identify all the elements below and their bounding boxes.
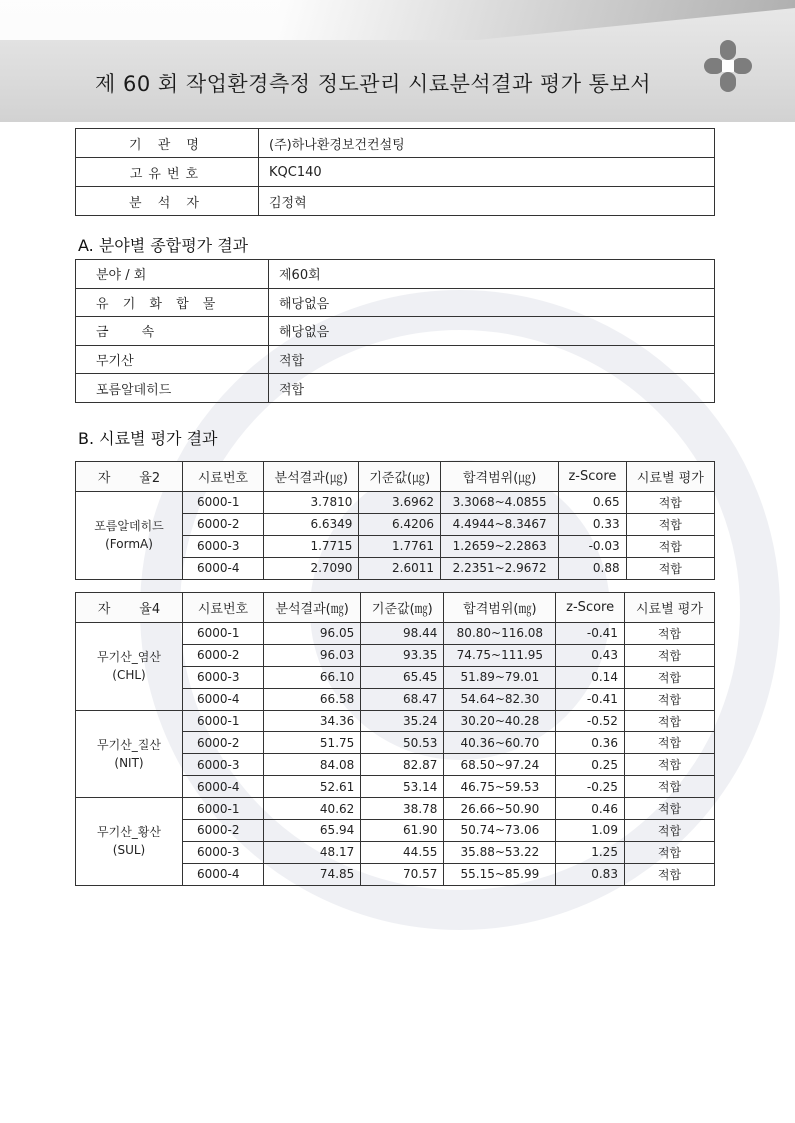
acceptance-range-cell: 46.75~59.53 — [444, 776, 556, 798]
reference-value-cell: 68.47 — [361, 688, 444, 710]
acceptance-range-cell: 40.36~60.70 — [444, 732, 556, 754]
sample-id-cell: 6000-4 — [183, 776, 264, 798]
sample-id-cell: 6000-2 — [183, 644, 264, 666]
z-score-cell: -0.41 — [556, 623, 625, 645]
reference-value-cell: 82.87 — [361, 754, 444, 776]
z-score-cell: 1.25 — [556, 841, 625, 863]
table-row — [76, 623, 715, 645]
summary-row — [76, 260, 715, 289]
acceptance-range-cell: 50.74~73.06 — [444, 820, 556, 842]
analysis-result-cell: 1.7715 — [264, 535, 359, 557]
summary-row — [76, 345, 715, 374]
z-score-cell: -0.41 — [556, 688, 625, 710]
sample-evaluation-cell: 적합 — [624, 863, 714, 885]
summary-label: 분야 / 회 — [76, 260, 269, 289]
reference-value-cell: 38.78 — [361, 798, 444, 820]
acceptance-range-cell: 2.2351~2.9672 — [441, 557, 559, 579]
column-header: 기준값(㎎) — [361, 593, 444, 623]
analysis-result-cell: 96.03 — [264, 644, 361, 666]
info-label: 고유번호 — [76, 158, 259, 187]
analyte-name: 포름알데히드 — [94, 519, 164, 534]
info-row — [76, 129, 715, 158]
z-score-cell: 0.88 — [559, 557, 626, 579]
reference-value-cell: 93.35 — [361, 644, 444, 666]
sample-id-cell: 6000-4 — [183, 688, 264, 710]
header-row — [76, 593, 715, 623]
sample-id-cell: 6000-1 — [183, 492, 264, 514]
column-header: 자 율2 — [76, 462, 183, 492]
analyte-name: 무기산_염산 — [97, 650, 161, 665]
reference-value-cell: 53.14 — [361, 776, 444, 798]
acceptance-range-cell: 4.4944~8.3467 — [441, 513, 559, 535]
analyte-group-cell — [76, 492, 183, 580]
agency-logo-icon — [700, 36, 756, 96]
acceptance-range-cell: 74.75~111.95 — [444, 644, 556, 666]
reference-value-cell: 61.90 — [361, 820, 444, 842]
z-score-cell: 0.83 — [556, 863, 625, 885]
analysis-result-cell: 65.94 — [264, 820, 361, 842]
sample-id-cell: 6000-2 — [183, 732, 264, 754]
reference-value-cell: 1.7761 — [359, 535, 441, 557]
column-header: z-Score — [559, 462, 626, 492]
sample-evaluation-cell: 적합 — [624, 688, 714, 710]
summary-row — [76, 288, 715, 317]
z-score-cell: 0.25 — [556, 754, 625, 776]
sample-evaluation-cell: 적합 — [626, 557, 714, 579]
table-row — [76, 798, 715, 820]
info-label: 분 석 자 — [76, 187, 259, 216]
sample-evaluation-cell: 적합 — [624, 776, 714, 798]
analyte-group-cell — [76, 798, 183, 886]
reference-value-cell: 6.4206 — [359, 513, 441, 535]
analyte-code: (FormA) — [105, 537, 153, 552]
table-row — [76, 710, 715, 732]
table-header — [76, 593, 715, 623]
info-value: KQC140 — [259, 158, 715, 187]
sample-evaluation-cell: 적합 — [624, 710, 714, 732]
column-header: 합격범위(㎍) — [441, 462, 559, 492]
summary-label: 유 기 화 합 물 — [76, 288, 269, 317]
reference-value-cell: 65.45 — [361, 666, 444, 688]
summary-value: 제60회 — [269, 260, 715, 289]
z-score-cell: 0.36 — [556, 732, 625, 754]
table-row — [76, 492, 715, 514]
analysis-result-cell: 66.10 — [264, 666, 361, 688]
acceptance-range-cell: 68.50~97.24 — [444, 754, 556, 776]
table-header — [76, 462, 715, 492]
sample-id-cell: 6000-1 — [183, 623, 264, 645]
column-header: 시료별 평가 — [626, 462, 714, 492]
summary-row — [76, 374, 715, 403]
sample-evaluation-cell: 적합 — [624, 732, 714, 754]
column-header: 합격범위(㎎) — [444, 593, 556, 623]
column-header: 시료번호 — [183, 593, 264, 623]
z-score-cell: -0.25 — [556, 776, 625, 798]
page-title: 제 60 회 작업환경측정 정도관리 시료분석결과 평가 통보서 — [95, 72, 652, 96]
sample-evaluation-cell: 적합 — [626, 513, 714, 535]
analysis-result-cell: 2.7090 — [264, 557, 359, 579]
z-score-cell: 0.14 — [556, 666, 625, 688]
summary-value: 적합 — [269, 374, 715, 403]
sample-evaluation-cell: 적합 — [624, 754, 714, 776]
reference-value-cell: 3.6962 — [359, 492, 441, 514]
analyte-name: 무기산_질산 — [97, 737, 161, 752]
info-value: 김정혁 — [259, 187, 715, 216]
column-header: z-Score — [556, 593, 625, 623]
reference-value-cell: 70.57 — [361, 863, 444, 885]
z-score-cell: 0.33 — [559, 513, 626, 535]
reference-value-cell: 2.6011 — [359, 557, 441, 579]
z-score-cell: -0.03 — [559, 535, 626, 557]
reference-value-cell: 50.53 — [361, 732, 444, 754]
analysis-result-cell: 6.6349 — [264, 513, 359, 535]
z-score-cell: 0.65 — [559, 492, 626, 514]
sample-result-table-1 — [75, 461, 715, 580]
acceptance-range-cell: 30.20~40.28 — [444, 710, 556, 732]
sample-id-cell: 6000-3 — [183, 841, 264, 863]
sample-result-table-2 — [75, 592, 715, 886]
acceptance-range-cell: 3.3068~4.0855 — [441, 492, 559, 514]
z-score-cell: 0.46 — [556, 798, 625, 820]
column-header: 자 율4 — [76, 593, 183, 623]
reference-value-cell: 35.24 — [361, 710, 444, 732]
info-label: 기 관 명 — [76, 129, 259, 158]
column-header: 분석결과(㎍) — [264, 462, 359, 492]
column-header: 기준값(㎍) — [359, 462, 441, 492]
summary-label: 포름알데히드 — [76, 374, 269, 403]
z-score-cell: 1.09 — [556, 820, 625, 842]
reference-value-cell: 98.44 — [361, 623, 444, 645]
analysis-result-cell: 51.75 — [264, 732, 361, 754]
summary-label: 금 속 — [76, 317, 269, 346]
column-header: 시료번호 — [183, 462, 264, 492]
analysis-result-cell: 84.08 — [264, 754, 361, 776]
z-score-cell: -0.52 — [556, 710, 625, 732]
sample-id-cell: 6000-3 — [183, 666, 264, 688]
analysis-result-cell: 3.7810 — [264, 492, 359, 514]
analysis-result-cell: 74.85 — [264, 863, 361, 885]
analysis-result-cell: 40.62 — [264, 798, 361, 820]
sample-id-cell: 6000-1 — [183, 710, 264, 732]
info-row — [76, 158, 715, 187]
analyte-code: (SUL) — [112, 843, 146, 858]
summary-value: 해당없음 — [269, 317, 715, 346]
sample-evaluation-cell: 적합 — [624, 623, 714, 645]
sample-id-cell: 6000-2 — [183, 820, 264, 842]
acceptance-range-cell: 1.2659~2.2863 — [441, 535, 559, 557]
acceptance-range-cell: 55.15~85.99 — [444, 863, 556, 885]
section-a-title: A. 분야별 종합평가 결과 — [78, 236, 249, 255]
sample-evaluation-cell: 적합 — [624, 798, 714, 820]
acceptance-range-cell: 54.64~82.30 — [444, 688, 556, 710]
info-row — [76, 187, 715, 216]
sample-evaluation-cell: 적합 — [626, 492, 714, 514]
acceptance-range-cell: 26.66~50.90 — [444, 798, 556, 820]
analysis-result-cell: 48.17 — [264, 841, 361, 863]
sample-id-cell: 6000-2 — [183, 513, 264, 535]
summary-value: 적합 — [269, 345, 715, 374]
summary-value: 해당없음 — [269, 288, 715, 317]
sample-evaluation-cell: 적합 — [626, 535, 714, 557]
sample-id-cell: 6000-3 — [183, 535, 264, 557]
summary-row — [76, 317, 715, 346]
sample-evaluation-cell: 적합 — [624, 841, 714, 863]
analysis-result-cell: 66.58 — [264, 688, 361, 710]
info-value: (주)하나환경보건컨설팅 — [259, 129, 715, 158]
sample-id-cell: 6000-4 — [183, 557, 264, 579]
header-row — [76, 462, 715, 492]
section-b-title: B. 시료별 평가 결과 — [78, 429, 218, 448]
acceptance-range-cell: 35.88~53.22 — [444, 841, 556, 863]
field-summary-table — [75, 259, 715, 403]
analysis-result-cell: 96.05 — [264, 623, 361, 645]
analyte-group-cell — [76, 710, 183, 798]
analyte-group-cell — [76, 623, 183, 711]
analysis-result-cell: 34.36 — [264, 710, 361, 732]
summary-label: 무기산 — [76, 345, 269, 374]
z-score-cell: 0.43 — [556, 644, 625, 666]
agency-info-table — [75, 128, 715, 216]
acceptance-range-cell: 51.89~79.01 — [444, 666, 556, 688]
analyte-code: (CHL) — [112, 668, 146, 683]
sample-id-cell: 6000-1 — [183, 798, 264, 820]
sample-evaluation-cell: 적합 — [624, 644, 714, 666]
sample-evaluation-cell: 적합 — [624, 820, 714, 842]
reference-value-cell: 44.55 — [361, 841, 444, 863]
acceptance-range-cell: 80.80~116.08 — [444, 623, 556, 645]
analysis-result-cell: 52.61 — [264, 776, 361, 798]
sample-id-cell: 6000-4 — [183, 863, 264, 885]
analyte-name: 무기산_황산 — [97, 825, 161, 840]
sample-evaluation-cell: 적합 — [624, 666, 714, 688]
column-header: 시료별 평가 — [624, 593, 714, 623]
sample-id-cell: 6000-3 — [183, 754, 264, 776]
analyte-code: (NIT) — [114, 755, 144, 770]
column-header: 분석결과(㎎) — [264, 593, 361, 623]
